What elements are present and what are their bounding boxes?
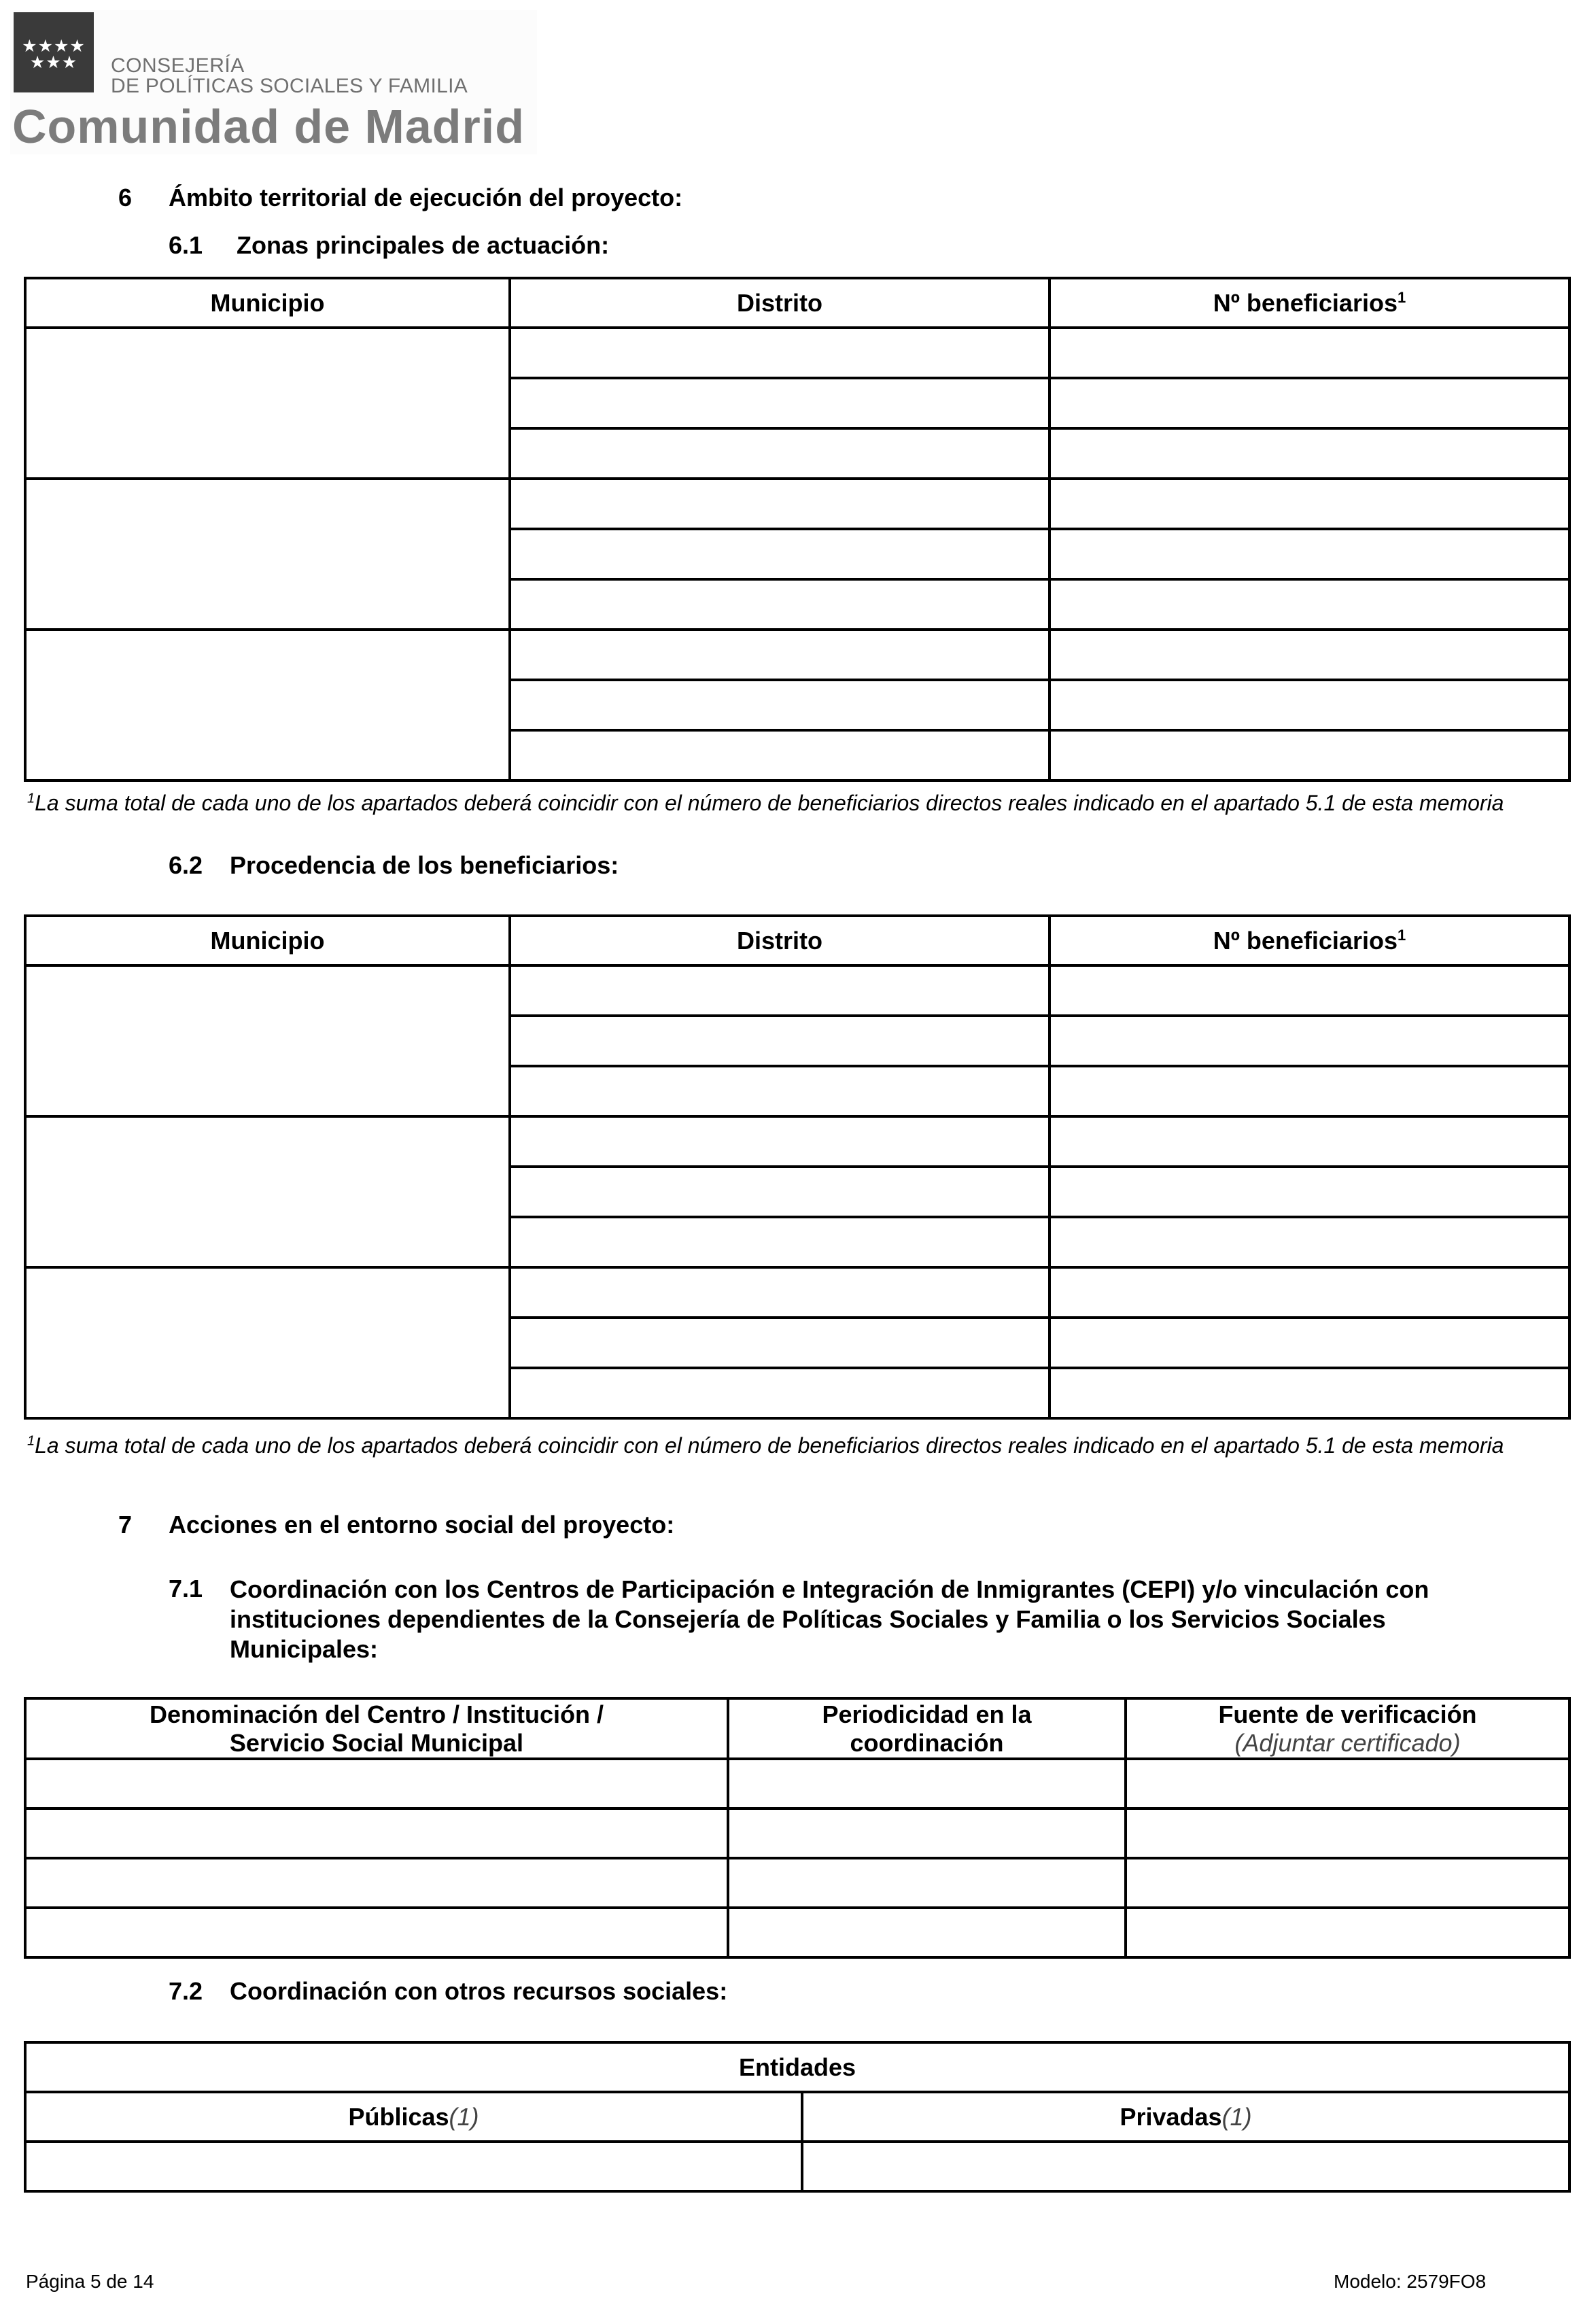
beneficiarios-cell[interactable] [1049,730,1569,781]
distrito-cell[interactable] [510,1167,1049,1217]
beneficiarios-cell[interactable] [1049,1016,1569,1066]
beneficiarios-cell[interactable] [1049,630,1569,680]
distrito-cell[interactable] [510,1267,1049,1318]
denominacion-cell[interactable] [25,1858,728,1908]
beneficiarios-cell[interactable] [1049,965,1569,1016]
section-7-title: Acciones en el entorno social del proyecto: [169,1511,675,1539]
header-fuente-line1: Fuente de verificación [1218,1700,1477,1728]
beneficiarios-cell[interactable] [1049,1116,1569,1167]
table-procedencia-beneficiarios [24,914,1571,1420]
stars-row-1: ★★★★ [22,37,86,56]
header-beneficiarios-label: Nº beneficiarios [1213,926,1398,955]
distrito-cell[interactable] [510,1016,1049,1066]
beneficiarios-cell[interactable] [1049,1318,1569,1368]
section-6-title: Ámbito territorial de ejecución del proyecto: [169,184,683,211]
section-6-1-number: 6.1 [169,231,203,259]
beneficiarios-cell[interactable] [1049,1066,1569,1116]
header-beneficiarios [1049,278,1569,328]
section-6-number: 6 [118,184,133,211]
footnote-text: La suma total de cada uno de los apartados deberá coincidir con el número de beneficiarios directos reales indicado en el apartado 5.1 de esta memoria [35,1433,1504,1458]
beneficiarios-cell[interactable] [1049,479,1569,529]
header-municipio: Municipio [25,916,510,965]
stars-icon [18,38,90,71]
footnote-6-1 [27,791,1504,816]
header-denominacion [25,1698,728,1759]
footnote-marker: 1 [1397,926,1406,944]
distrito-cell[interactable] [510,579,1049,630]
distrito-cell[interactable] [510,730,1049,781]
page-number: Página 5 de 14 [26,2271,154,2292]
section-7-2-title: Coordinación con otros recursos sociales: [230,1977,728,2005]
distrito-cell[interactable] [510,1116,1049,1167]
section-7-2-number: 7.2 [169,1977,203,2005]
footnote-6-2 [27,1433,1504,1458]
footnote-marker: 1 [27,791,35,806]
municipio-cell[interactable] [25,479,510,630]
header-fuente-verificacion [1126,1698,1569,1759]
header-publicas-label: Públicas [348,2102,449,2131]
beneficiarios-cell[interactable] [1049,529,1569,579]
municipio-cell[interactable] [25,1116,510,1267]
fuente-cell[interactable] [1126,1858,1569,1908]
denominacion-cell[interactable] [25,1908,728,1957]
distrito-cell[interactable] [510,1066,1049,1116]
beneficiarios-cell[interactable] [1049,1368,1569,1418]
note-marker: (1) [449,2102,479,2131]
header-distrito: Distrito [510,916,1049,965]
header-distrito: Distrito [510,278,1049,328]
distrito-cell[interactable] [510,1318,1049,1368]
header-entidades: Entidades [25,2042,1569,2092]
header-fuente-line2: (Adjuntar certificado) [1234,1728,1461,1757]
distrito-cell[interactable] [510,680,1049,730]
header-privadas [802,2092,1569,2142]
logo-department-line2: DE POLÍTICAS SOCIALES Y FAMILIA [111,75,468,97]
distrito-cell[interactable] [510,479,1049,529]
section-7-1-title-line2: instituciones dependientes de la Consejería de Políticas Sociales y Familia o los Servicios Sociales [230,1605,1386,1633]
beneficiarios-cell[interactable] [1049,1167,1569,1217]
beneficiarios-cell[interactable] [1049,579,1569,630]
distrito-cell[interactable] [510,1217,1049,1267]
header-privadas-label: Privadas [1120,2102,1222,2131]
periodicidad-cell[interactable] [728,1858,1126,1908]
header-periodicidad-line2: coordinación [850,1728,1004,1757]
beneficiarios-cell[interactable] [1049,428,1569,479]
footnote-marker: 1 [27,1433,35,1449]
municipio-cell[interactable] [25,965,510,1116]
beneficiarios-cell[interactable] [1049,328,1569,378]
section-7-number: 7 [118,1511,133,1539]
logo-name: Comunidad de Madrid [12,100,525,153]
header-beneficiarios [1049,916,1569,965]
section-6-1-title: Zonas principales de actuación: [237,231,610,259]
municipio-cell[interactable] [25,630,510,781]
distrito-cell[interactable] [510,529,1049,579]
denominacion-cell[interactable] [25,1759,728,1808]
municipio-cell[interactable] [25,328,510,479]
periodicidad-cell[interactable] [728,1759,1126,1808]
fuente-cell[interactable] [1126,1908,1569,1957]
beneficiarios-cell[interactable] [1049,1267,1569,1318]
note-marker: (1) [1221,2102,1252,2131]
footnote-marker: 1 [1397,288,1406,306]
header-beneficiarios-label: Nº beneficiarios [1213,288,1398,317]
distrito-cell[interactable] [510,1368,1049,1418]
header-publicas [25,2092,802,2142]
distrito-cell[interactable] [510,378,1049,428]
privadas-cell[interactable] [802,2142,1569,2191]
periodicidad-cell[interactable] [728,1908,1126,1957]
section-7-1-title-line3: Municipales: [230,1635,379,1663]
header-municipio: Municipio [25,278,510,328]
distrito-cell[interactable] [510,965,1049,1016]
distrito-cell[interactable] [510,428,1049,479]
publicas-cell[interactable] [25,2142,802,2191]
table-otros-recursos [24,2041,1571,2193]
distrito-cell[interactable] [510,328,1049,378]
beneficiarios-cell[interactable] [1049,1217,1569,1267]
logo-department-line1: CONSEJERÍA [111,54,245,77]
periodicidad-cell[interactable] [728,1808,1126,1858]
header-denominacion-line1: Denominación del Centro / Institución / [149,1700,604,1728]
fuente-cell[interactable] [1126,1808,1569,1858]
footnote-text: La suma total de cada uno de los apartados deberá coincidir con el número de beneficiarios directos reales indicado en el apartado 5.1 de esta memoria [35,791,1504,815]
fuente-cell[interactable] [1126,1759,1569,1808]
section-7-1-number: 7.1 [169,1575,203,1602]
header-periodicidad-line1: Periodicidad en la [822,1700,1032,1728]
header-denominacion-line2: Servicio Social Municipal [229,1728,524,1757]
section-7-1-title-line1: Coordinación con los Centros de Participación e Integración de Inmigrantes (CEPI) y/o vinculación con [230,1575,1429,1603]
table-coordinacion-cepi [24,1697,1571,1959]
distrito-cell[interactable] [510,630,1049,680]
table-zonas-actuacion [24,277,1571,782]
stars-row-2: ★★★ [29,53,78,72]
section-6-2-number: 6.2 [169,851,203,879]
section-6-2-title: Procedencia de los beneficiarios: [230,851,619,879]
municipio-cell[interactable] [25,1267,510,1418]
beneficiarios-cell[interactable] [1049,680,1569,730]
section-7-1-title [230,1575,1429,1664]
denominacion-cell[interactable] [25,1808,728,1858]
beneficiarios-cell[interactable] [1049,378,1569,428]
model-code: Modelo: 2579FO8 [1334,2271,1487,2292]
header-periodicidad [728,1698,1126,1759]
